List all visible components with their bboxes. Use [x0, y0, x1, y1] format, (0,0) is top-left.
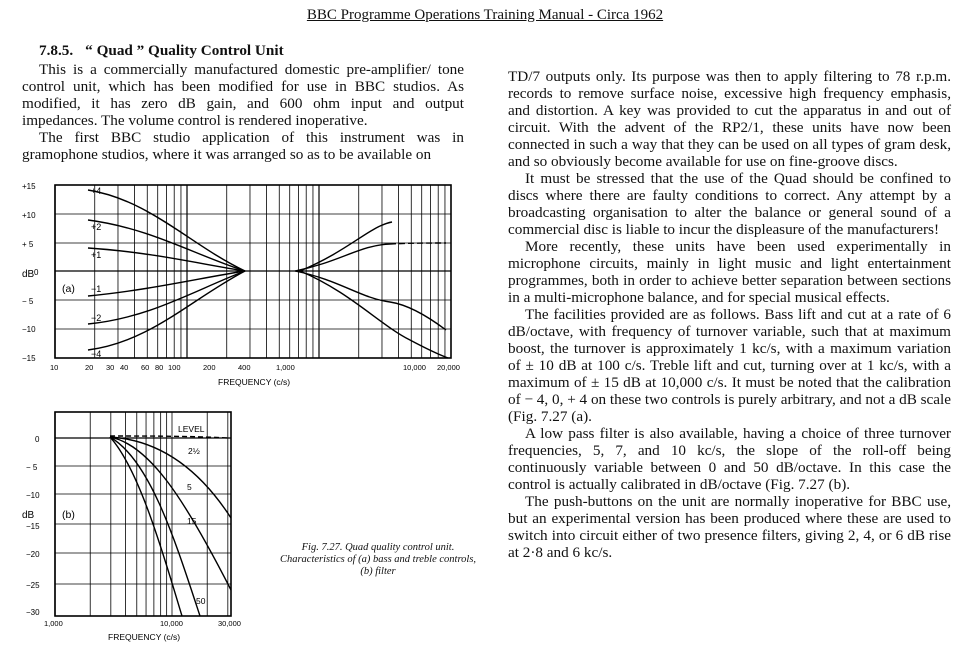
- graph-a-ytick: 0: [34, 268, 39, 277]
- paragraph: The facilities provided are as follows. Bass lift and cut at a rate of 6 dB/octave, with frequency of turnover variable, such that at maximum boost, the turnover is approximately 1 kc/s, with a maximum variation of ± 10 dB at 100 c/s. Treble lift and cut, turning over at 1 kc/s, with a maximum of ± 15 dB at 10,000 c/s. It must be noted that the calibration of − 4, 0, + 4 on these two controls is purely arbitrary, and not a dB scale (Fig. 7.27 (a).: [508, 306, 951, 425]
- paragraph: More recently, these units have been used experimentally in microphone circuits, mainly in light music and light entertainment programmes, both in order to achieve better separation between sections in a multi-microphone balance, and for special musical effects.: [508, 238, 951, 306]
- graph-a-bass-treble: [0, 176, 480, 401]
- right-column: [508, 68, 951, 561]
- section-title: “ Quad ” Quality Control Unit: [85, 42, 284, 59]
- graph-a-xtick: 1,000: [276, 363, 295, 372]
- left-column: [22, 42, 464, 163]
- graph-a-ytick: + 5: [22, 240, 34, 249]
- graph-b-curve-label: 5: [187, 482, 192, 492]
- graph-b-ytick: − 5: [26, 463, 38, 472]
- graph-b-curve-label: LEVEL: [178, 424, 205, 434]
- graph-b-panel-label: (b): [62, 509, 75, 521]
- graph-b-curve-label: 2½: [188, 446, 200, 456]
- graph-a-ytick: +10: [22, 211, 36, 220]
- treble-curve: [300, 222, 392, 271]
- graph-b-ytick: −15: [26, 522, 40, 531]
- graph-a-ytick: −10: [22, 325, 36, 334]
- paragraph: TD/7 outputs only. Its purpose was then to apply filtering to 78 r.p.m. records to remove surface noise, excessive high frequency emphasis, and distortion. A key was provided to cut the apparatus in and out of circuit. With the advent of the RP2/1, these units have now been connected in such a way that they can be used on all types of gram desk, and so obviously become available for use on fine-groove discs.: [508, 68, 951, 170]
- section-heading: [22, 42, 464, 59]
- paragraph: This is a commercially manufactured domestic pre-amplifier/ tone control unit, which has been modified for use in BBC studios. As modified, it has zero dB gain, and 600 ohm input and output impedances. The volume control is rendered inoperative.: [22, 61, 464, 129]
- graph-b-ytick: −30: [26, 608, 40, 617]
- filter-curve: [110, 437, 231, 518]
- graph-a-curve-label: −1: [91, 284, 102, 294]
- graph-a-xtick: 10,000: [403, 363, 426, 372]
- figure-caption: Fig. 7.27. Quad quality control unit. Characteristics of (a) bass and treble controls, (b) filter: [279, 542, 477, 577]
- graph-a-curve-label: +1: [91, 250, 102, 260]
- graph-a-curve-label: +4: [91, 186, 102, 196]
- paragraph: It must be stressed that the use of the Quad should be confined to discs where there are faulty conditions to correct. Any attempt by a broadcasting organisation to alter the balance or general sound of a commercial disc is liable to incur the displeasure of the manufacturers!: [508, 170, 951, 238]
- graph-a-xtick: 200: [203, 363, 216, 372]
- graph-a-panel-label: (a): [62, 283, 75, 295]
- paragraph: The first BBC studio application of this instrument was in gramophone studios, where it was arranged so as to be available on: [22, 129, 464, 163]
- graph-b-ytick: 0: [35, 435, 40, 444]
- graph-a-curve-label: −2: [91, 313, 102, 323]
- graph-a-ytick: − 5: [22, 297, 34, 306]
- treble-curve: [300, 271, 448, 358]
- graph-a-xtick: 400: [238, 363, 251, 372]
- graph-a-xtick: 60: [141, 363, 150, 372]
- graph-b-curve-label: 15: [187, 516, 197, 526]
- graph-a-ytick: +15: [22, 182, 36, 191]
- paragraph: A low pass filter is also available, having a choice of three turnover frequencies, 5, 7, and 10 kc/s, the slope of the roll-off being continuously variable between 0 and 50 dB/octave. In this case the control is actually calibrated in dB/octave (Fig. 7.27 (b).: [508, 425, 951, 493]
- graph-b-ytick: −25: [26, 581, 40, 590]
- graph-b-xtick: 10,000: [160, 619, 183, 628]
- graph-a-xtick: 100: [168, 363, 181, 372]
- graph-b-curve-label: 50: [196, 596, 206, 606]
- graph-b-ylabel: dB: [22, 510, 35, 521]
- filter-curve: [110, 437, 231, 590]
- graph-b-xtick: 1,000: [44, 619, 63, 628]
- graph-a-xlabel: FREQUENCY (c/s): [218, 377, 291, 387]
- paragraph: The push-buttons on the unit are normally inoperative for BBC use, but an experimental version has been produced where these are used to switch into circuit either of two presence filters, giving 2, 4, or 6 dB rise at 2·8 and 6 kc/s.: [508, 493, 951, 561]
- filter-curve: [110, 437, 200, 616]
- graph-b-xlabel: FREQUENCY (c/s): [108, 632, 181, 642]
- graph-a-xtick: 30: [106, 363, 115, 372]
- page-header: BBC Programme Operations Training Manual - Circa 1962: [306, 7, 664, 23]
- graph-a-xtick: 20: [85, 363, 94, 372]
- graph-b-filter: [0, 408, 260, 648]
- graph-b-ytick: −10: [26, 491, 40, 500]
- graph-b-ytick: −20: [26, 550, 40, 559]
- graph-a-xtick: 40: [120, 363, 129, 372]
- graph-a-xtick: 20,000: [437, 363, 460, 372]
- graph-a-ytick: −15: [22, 354, 36, 363]
- graph-a-ylabel: dB: [22, 269, 35, 280]
- graph-a-curve-label: −4: [91, 349, 102, 359]
- graph-a-xtick: 10: [50, 363, 59, 372]
- section-number: 7.8.5.: [39, 42, 74, 59]
- graph-b-xtick: 30,000: [218, 619, 241, 628]
- graph-a-curve-label: +2: [91, 222, 102, 232]
- graph-a-xtick: 80: [155, 363, 164, 372]
